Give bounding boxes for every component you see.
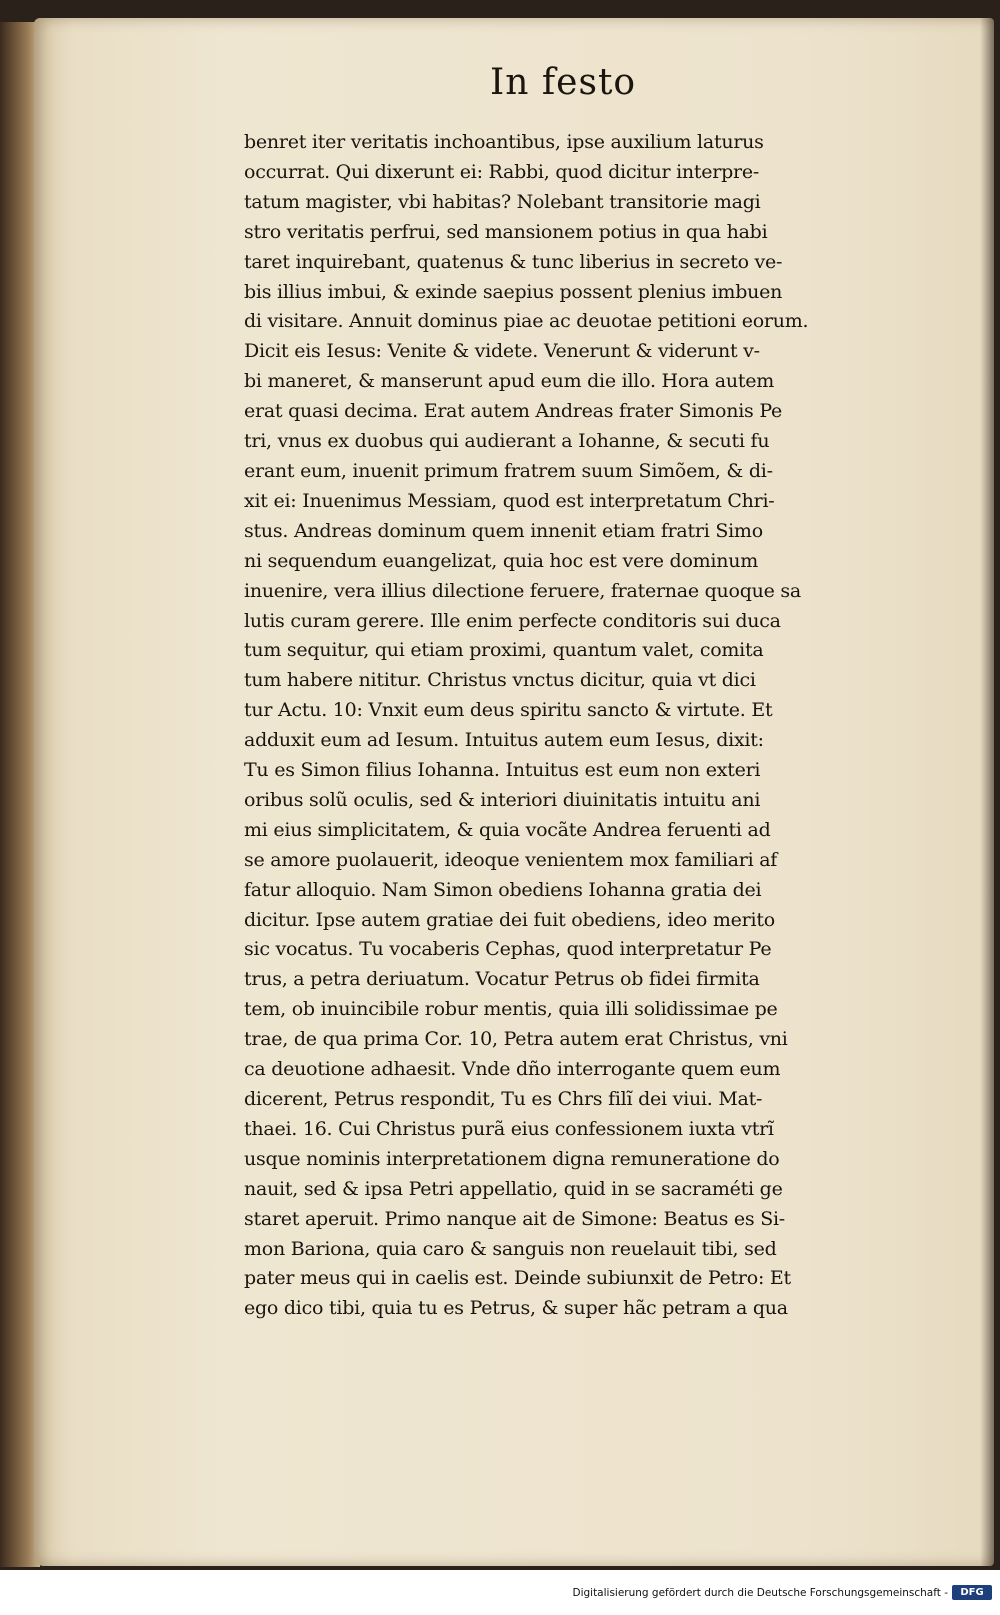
text-line: erat quasi decima. Erat autem Andreas frater Simonis Pe — [244, 400, 783, 423]
text-line: sic vocatus. Tu vocaberis Cephas, quod interpretatur Pe — [244, 938, 772, 961]
text-line: di visitare. Annuit dominus piae ac deuotae petitioni eorum. — [244, 310, 809, 333]
text-line: ni sequendum euangelizat, quia hoc est vere dominum — [244, 549, 758, 572]
text-line: stro veritatis perfrui, sed mansionem potius in qua habi — [244, 220, 768, 243]
text-line: trae, de qua prima Cor. 10, Petra autem erat Christus, vni — [244, 1028, 788, 1051]
text-line: ego dico tibi, quia tu es Petrus, & super hãc petram a qua — [244, 1297, 788, 1320]
text-line: trus, a petra deriuatum. Vocatur Petrus ob fidei firmita — [244, 968, 760, 991]
text-line: Dicit eis Iesus: Venite & videte. Venerunt & viderunt v- — [244, 340, 760, 363]
text-line: stus. Andreas dominum quem innenit etiam fratri Simo — [244, 519, 763, 542]
text-line: occurrat. Qui dixerunt ei: Rabbi, quod dicitur interpre- — [244, 160, 760, 183]
text-line: benret iter veritatis inchoantibus, ipse auxilium laturus — [244, 131, 764, 153]
text-line: tum habere nititur. Christus vnctus dicitur, quia vt dici — [244, 669, 756, 692]
page-edge-shadow — [980, 18, 994, 1566]
text-line: lutis curam gerere. Ille enim perfecte conditoris sui duca — [244, 609, 781, 632]
text-line: xit ei: Inuenimus Messiam, quod est interpretatum Chri- — [244, 489, 775, 512]
text-line: usque nominis interpretationem digna remuneratione do — [244, 1147, 780, 1170]
body-text — [244, 128, 966, 1324]
text-line: fatur alloquio. Nam Simon obediens Iohanna gratia dei — [244, 878, 762, 901]
text-line: tur Actu. 10: Vnxit eum deus spiritu sancto & virtute. Et — [244, 699, 773, 722]
text-line: nauit, sed & ipsa Petri appellatio, quid in se sacraméti ge — [244, 1177, 783, 1200]
text-line: se amore puolauerit, ideoque venientem mox familiari af — [244, 848, 778, 871]
footer-credit: Digitalisierung gefördert durch die Deutsche Forschungsgemeinschaft - — [572, 1587, 948, 1599]
running-head: In festo — [490, 62, 637, 103]
text-line: bi maneret, & manserunt apud eum die illo. Hora autem — [244, 370, 774, 393]
text-line: oribus solũ oculis, sed & interiori diuinitatis intuitu ani — [244, 788, 761, 811]
text-line: dicerent, Petrus respondit, Tu es Chrs filĩ dei viui. Mat- — [244, 1088, 763, 1110]
text-line: staret aperuit. Primo nanque ait de Simone: Beatus es Si- — [244, 1207, 785, 1230]
text-line: adduxit eum ad Iesum. Intuitus autem eum Iesus, dixit: — [244, 729, 764, 752]
text-line: mon Bariona, quia caro & sanguis non reuelauit tibi, sed — [244, 1237, 777, 1260]
text-line: tum sequitur, qui etiam proximi, quantum valet, comita — [244, 639, 764, 662]
text-line: tem, ob inuincibile robur mentis, quia illi solidissimae pe — [244, 998, 778, 1021]
text-line: ca deuotione adhaesit. Vnde dño interrogante quem eum — [244, 1058, 781, 1081]
dfg-logo-icon: DFG — [952, 1585, 992, 1600]
text-line: tatum magister, vbi habitas? Nolebant transitorie magi — [244, 190, 761, 213]
text-line: taret inquirebant, quatenus & tunc liberius in secreto ve- — [244, 250, 783, 273]
text-line: tri, vnus ex duobus qui audierant a Iohanne, & secuti fu — [244, 430, 770, 453]
text-line: inuenire, vera illius dilectione feruere, fraternae quoque sa — [244, 579, 801, 602]
text-line: erant eum, inuenit primum fratrem suum Simõem, & di- — [244, 459, 773, 482]
text-line: mi eius simplicitatem, & quia vocãte Andrea feruenti ad — [244, 818, 771, 841]
text-line: dicitur. Ipse autem gratiae dei fuit obediens, ideo merito — [244, 908, 775, 931]
text-line: bis illius imbui, & exinde saepius possent plenius imbuen — [244, 280, 783, 303]
text-line: Tu es Simon filius Iohanna. Intuitus est eum non exteri — [244, 759, 761, 782]
text-line: thaei. 16. Cui Christus purã eius confessionem iuxta vtrĩ — [244, 1117, 774, 1140]
text-line: pater meus qui in caelis est. Deinde subiunxit de Petro: Et — [244, 1267, 791, 1290]
